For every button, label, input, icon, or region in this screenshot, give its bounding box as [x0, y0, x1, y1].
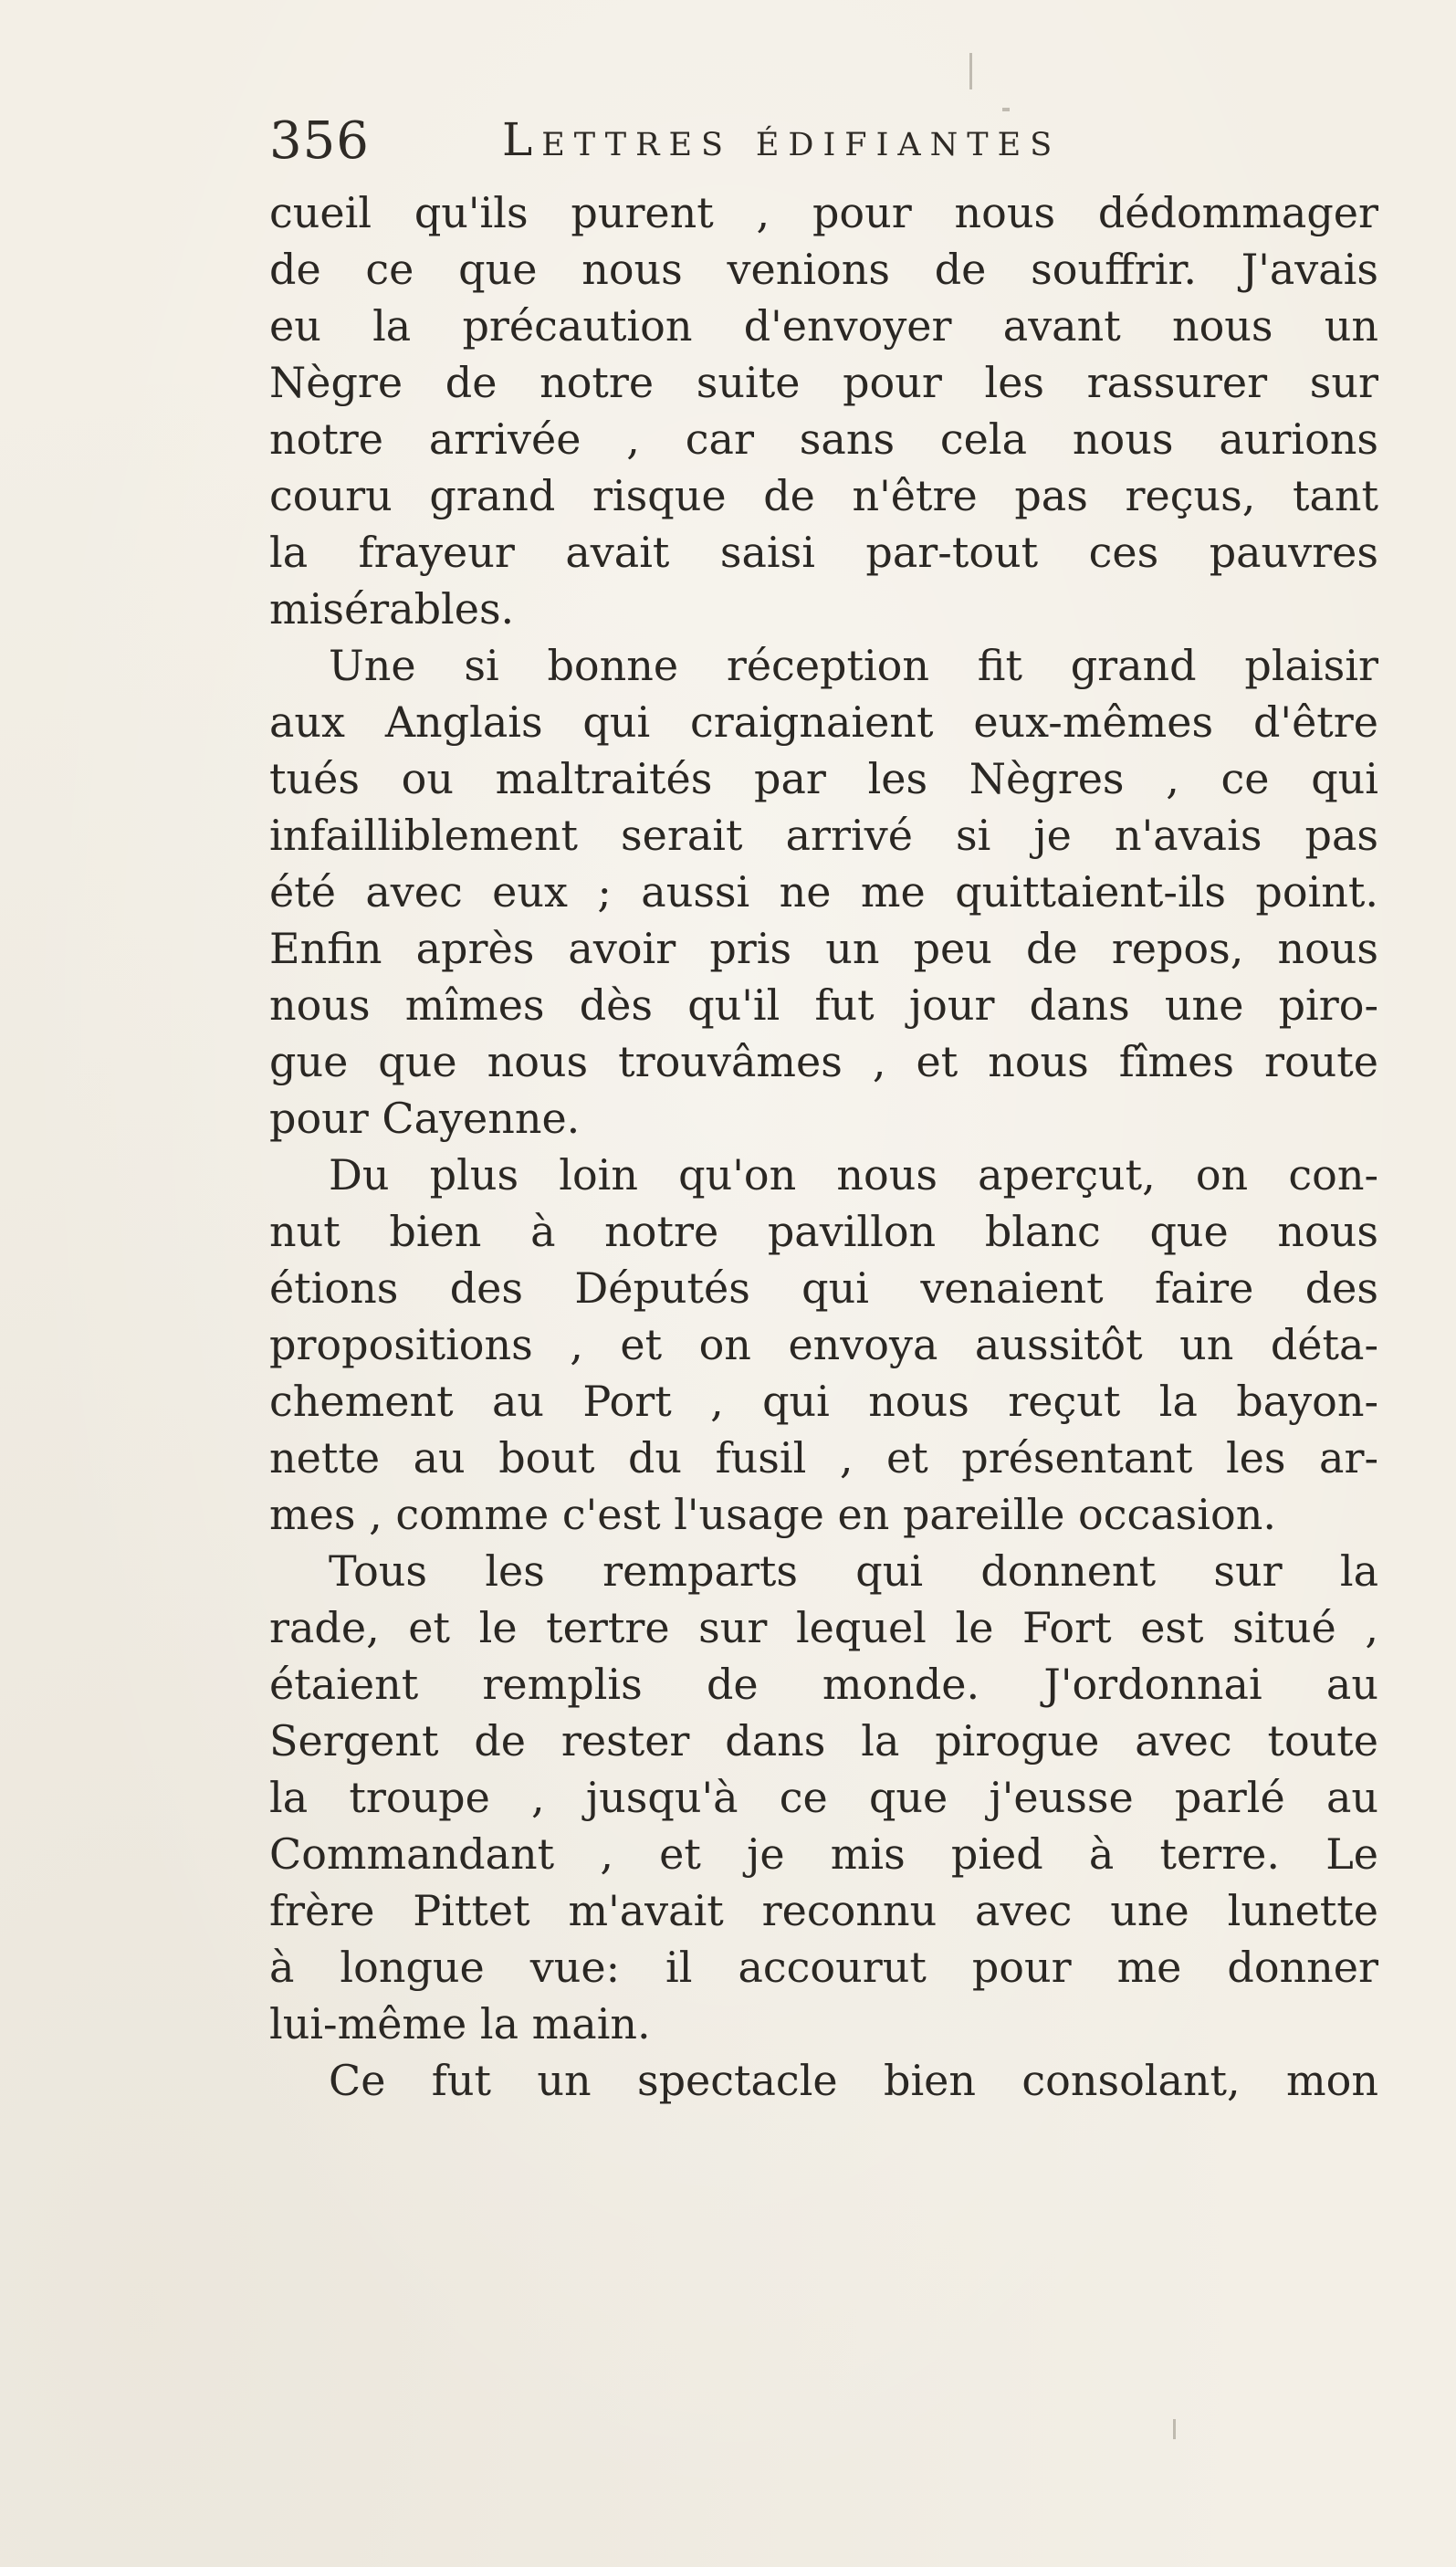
body-text: [269, 184, 1378, 2109]
ink-mark-top: [969, 53, 972, 89]
text-line: nette au bout du fusil , et présentant les ar-: [269, 1433, 1378, 1483]
text-line: nut bien à notre pavillon blanc que nous: [269, 1207, 1378, 1256]
text-line: Commandant , et je mis pied à terre. Le: [269, 1829, 1378, 1879]
text-line: misérables.: [269, 584, 515, 634]
ink-mark-bottom: [1173, 2419, 1176, 2439]
text-line: mes , comme c'est l'usage en pareille occasion.: [269, 1490, 1276, 1539]
page-header: [269, 111, 1365, 194]
text-line: de ce que nous venions de souffrir. J'avais: [269, 245, 1378, 294]
text-line: couru grand risque de n'être pas reçus, tant: [269, 471, 1378, 520]
text-line: Du plus loin qu'on nous aperçut, on con-: [329, 1150, 1378, 1200]
text-line: nous mîmes dès qu'il fut jour dans une piro-: [269, 980, 1378, 1030]
text-line: tués ou maltraités par les Nègres , ce qui: [269, 754, 1378, 803]
text-line: propositions , et on envoya aussitôt un déta-: [269, 1320, 1378, 1369]
text-line: frère Pittet m'avait reconnu avec une lunette: [269, 1886, 1378, 1935]
text-line: lui-même la main.: [269, 1999, 651, 2048]
text-line: aux Anglais qui craignaient eux-mêmes d'être: [269, 697, 1378, 747]
text-line: Sergent de rester dans la pirogue avec toute: [269, 1716, 1378, 1765]
text-line: chement au Port , qui nous reçut la bayon-: [269, 1377, 1378, 1426]
text-line: Ce fut un spectacle bien consolant, mon: [329, 2056, 1378, 2105]
text-line: gue que nous trouvâmes , et nous fîmes route: [269, 1037, 1378, 1086]
text-line: cueil qu'ils purent , pour nous dédommager: [269, 188, 1378, 237]
text-line: Une si bonne réception fit grand plaisir: [329, 641, 1378, 690]
paragraph: [269, 184, 1378, 637]
paragraph: [269, 2052, 1378, 2109]
text-line: Enfin après avoir pris un peu de repos, nous: [269, 924, 1378, 973]
text-line: la frayeur avait saisi par-tout ces pauvres: [269, 528, 1378, 577]
text-line: à longue vue: il accourut pour me donner: [269, 1943, 1378, 1992]
text-line: la troupe , jusqu'à ce que j'eusse parlé au: [269, 1773, 1378, 1822]
paragraph: [269, 637, 1378, 1147]
text-line: Nègre de notre suite pour les rassurer sur: [269, 358, 1378, 407]
text-line: notre arrivée , car sans cela nous aurions: [269, 414, 1378, 464]
text-line: Tous les remparts qui donnent sur la: [329, 1546, 1378, 1596]
running-title: Lettres édifiantes: [502, 113, 1062, 166]
text-line: été avec eux ; aussi ne me quittaient-ils point.: [269, 867, 1378, 917]
text-line: étaient remplis de monde. J'ordonnai au: [269, 1660, 1378, 1709]
text-line: pour Cayenne.: [269, 1094, 581, 1143]
text-line: infailliblement serait arrivé si je n'avais pas: [269, 811, 1378, 860]
paragraph: [269, 1543, 1378, 2052]
text-line: rade, et le tertre sur lequel le Fort est situé ,: [269, 1603, 1378, 1652]
page-number: 356: [269, 111, 370, 171]
text-line: eu la précaution d'envoyer avant nous un: [269, 301, 1378, 351]
text-line: étions des Députés qui venaient faire des: [269, 1263, 1378, 1313]
paragraph: [269, 1147, 1378, 1543]
